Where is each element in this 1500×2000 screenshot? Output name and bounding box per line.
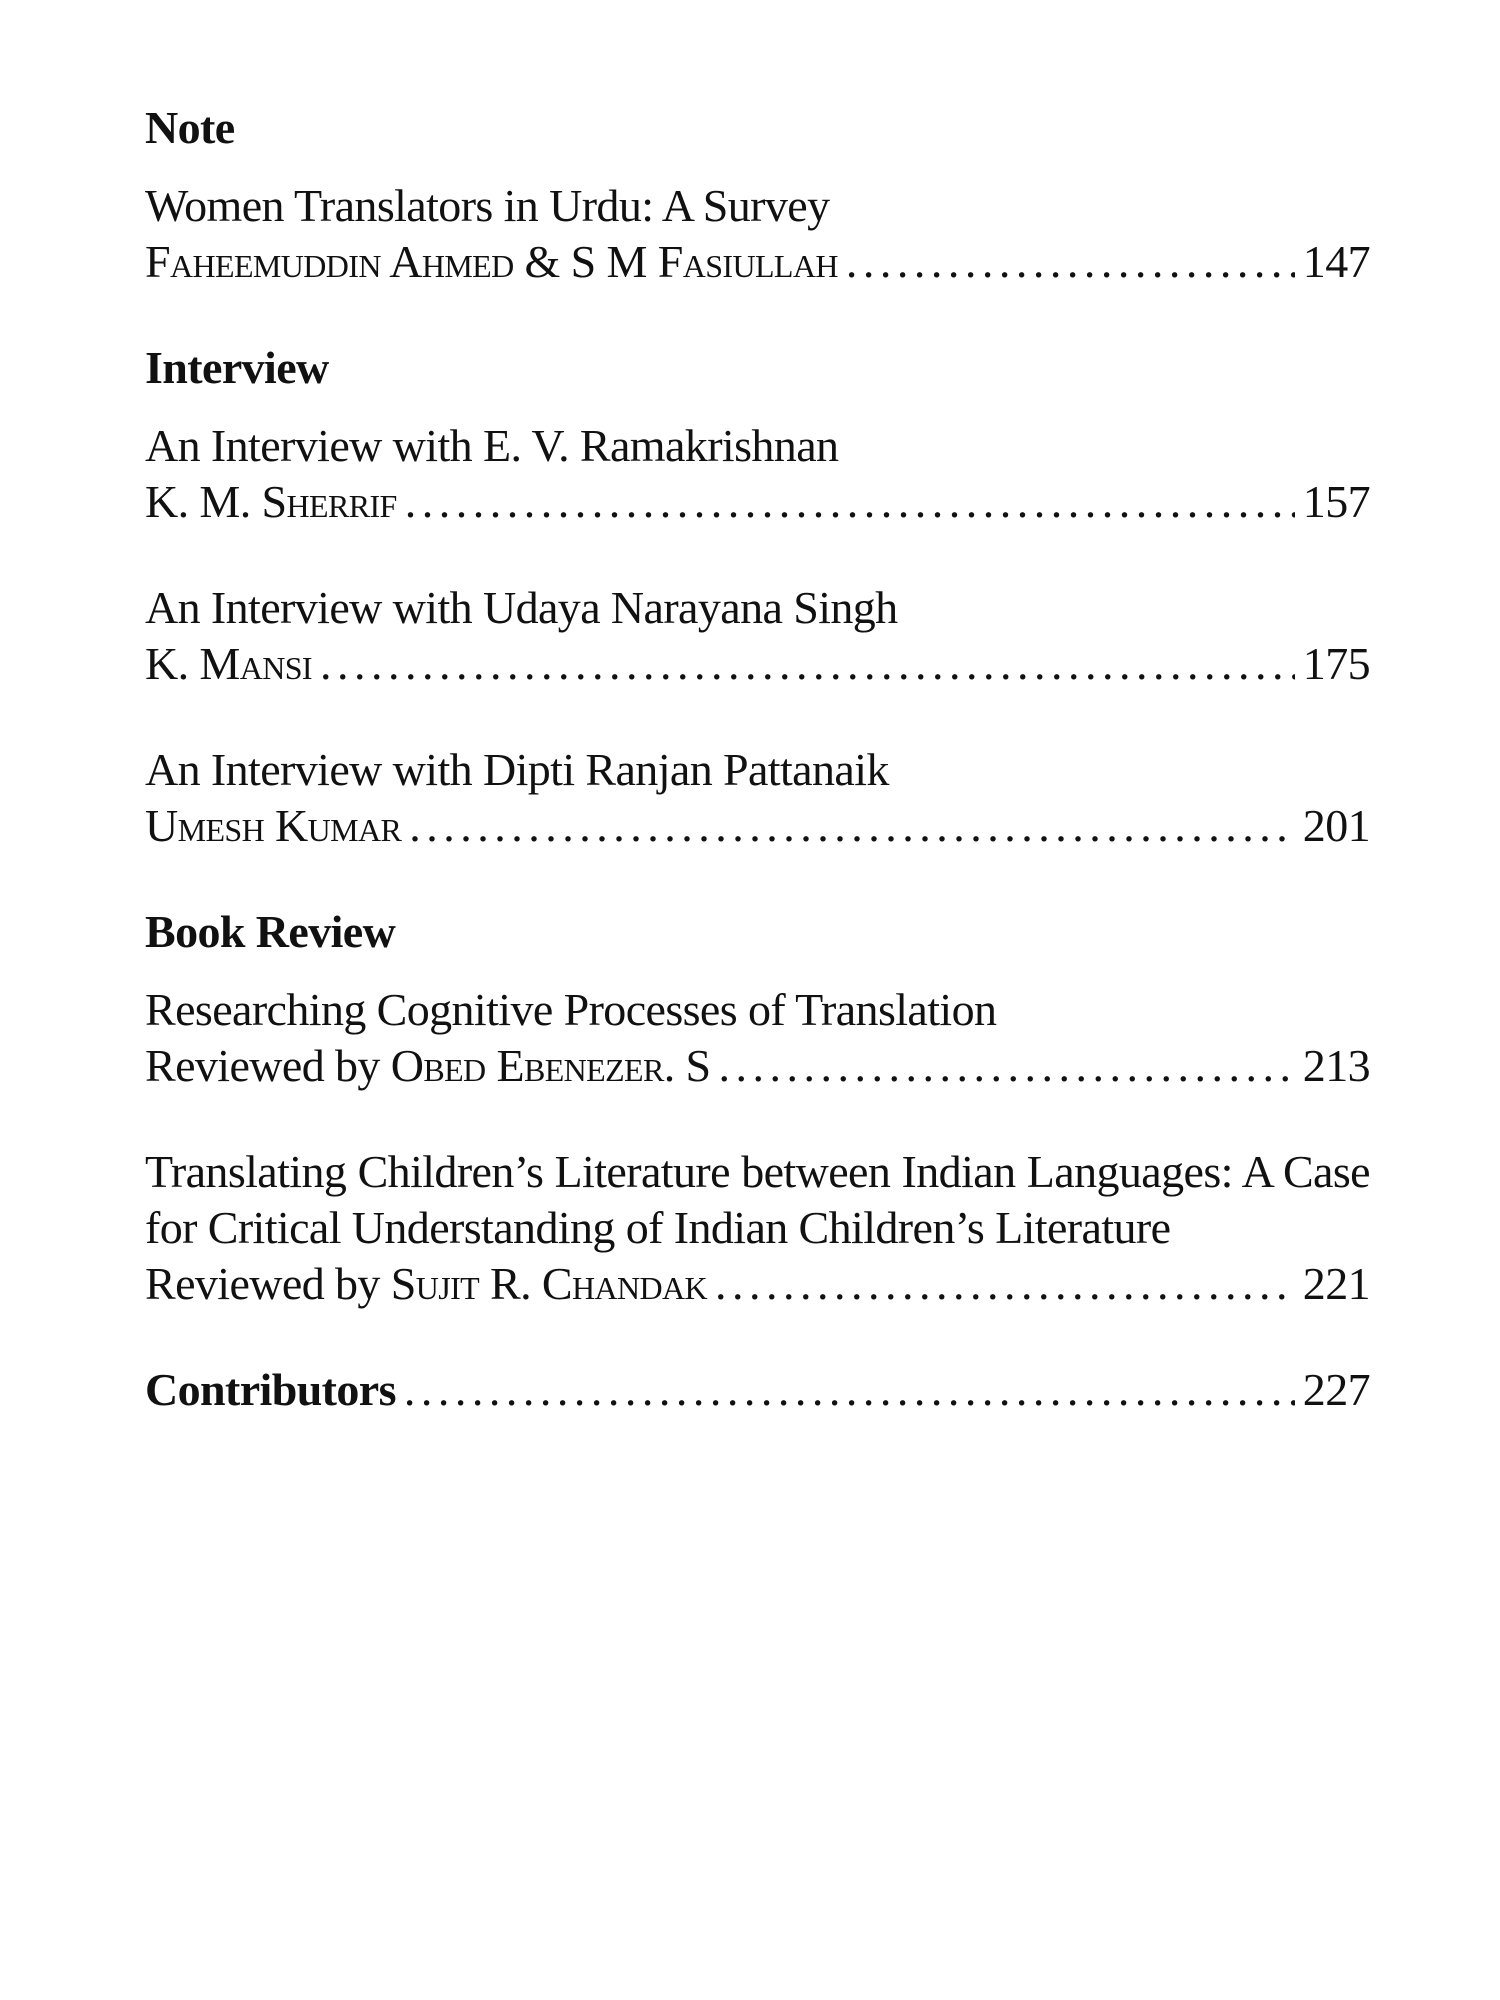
entry-author: K. Mansi [145, 638, 312, 689]
section-heading-interview: Interview [145, 342, 329, 393]
entry-author: Sujit R. Chandak [390, 1258, 708, 1309]
toc-entry[interactable] [145, 418, 1370, 530]
entry-page-number: 201 [1302, 800, 1370, 851]
entry-author: Obed Ebenezer. S [390, 1040, 711, 1091]
dot-leader [409, 798, 1295, 854]
entry-line [145, 1038, 1370, 1094]
entry-title: Translating Children’s Literature between Indian Languages: A Case for Critical Understanding of Indian Children’s Literature [145, 1146, 1370, 1253]
toc-entry[interactable] [145, 742, 1370, 854]
entry-page-number: 213 [1302, 1040, 1370, 1091]
entry-line [145, 474, 1370, 530]
dot-leader [846, 234, 1295, 290]
dot-leader [404, 1362, 1295, 1418]
section-book-review [145, 904, 1370, 1312]
contributors-label: Contributors [145, 1364, 396, 1415]
entry-title: An Interview with Udaya Narayana Singh [145, 582, 898, 633]
entry-author: Umesh Kumar [145, 800, 402, 851]
toc-entry[interactable] [145, 178, 1370, 290]
entry-line [145, 798, 1370, 854]
reviewed-by-label: Reviewed by [145, 1040, 380, 1091]
entry-author: K. M. Sherrif [145, 476, 397, 527]
entry-page-number: 147 [1302, 236, 1370, 287]
entry-line [145, 1256, 1370, 1312]
toc-entry[interactable] [145, 982, 1370, 1094]
reviewed-by-label: Reviewed by [145, 1258, 380, 1309]
entry-page-number: 175 [1302, 638, 1370, 689]
dot-leader [320, 636, 1295, 692]
table-of-contents [145, 100, 1370, 1418]
entry-page-number: 227 [1302, 1364, 1370, 1415]
toc-entry[interactable] [145, 1144, 1370, 1312]
dot-leader [405, 474, 1295, 530]
dot-leader [719, 1038, 1295, 1094]
entry-line [145, 234, 1370, 290]
section-heading-book-review: Book Review [145, 906, 396, 957]
toc-entry[interactable] [145, 580, 1370, 692]
section-note [145, 100, 1370, 290]
section-contributors[interactable] [145, 1362, 1370, 1418]
section-heading-note: Note [145, 102, 235, 153]
section-interview [145, 340, 1370, 854]
entry-title: An Interview with E. V. Ramakrishnan [145, 420, 839, 471]
entry-author: Faheemuddin Ahmed & S M Fasiullah [145, 236, 838, 287]
entry-line [145, 1362, 1370, 1418]
entry-page-number: 221 [1302, 1258, 1370, 1309]
entry-page-number: 157 [1302, 476, 1370, 527]
dot-leader [715, 1256, 1295, 1312]
entry-title: An Interview with Dipti Ranjan Pattanaik [145, 744, 889, 795]
entry-title: Women Translators in Urdu: A Survey [145, 180, 830, 231]
entry-title: Researching Cognitive Processes of Translation [145, 984, 997, 1035]
entry-line [145, 636, 1370, 692]
